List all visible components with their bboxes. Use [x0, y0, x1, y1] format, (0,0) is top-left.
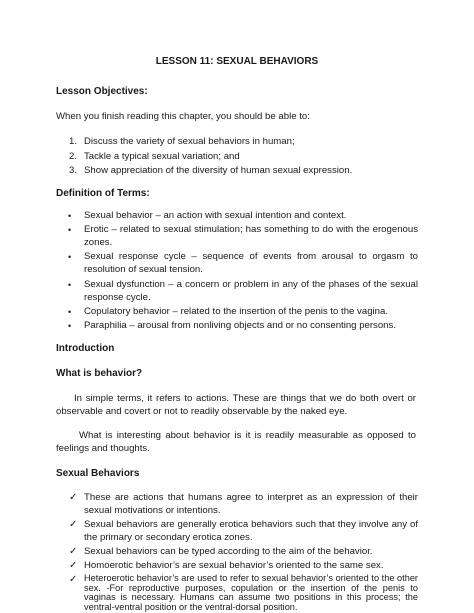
- behavior-text: Sexual behaviors are generally erotica behaviors such that they involve any of the primary or secondary erotica zones.: [84, 519, 418, 543]
- bullet-icon: •: [68, 280, 72, 290]
- definitions-heading: Definition of Terms:: [56, 188, 150, 199]
- definition-text: Erotic – related to sexual stimulation; has something to do with the erogenous zones.: [84, 224, 418, 248]
- objective-number: 1.: [69, 136, 78, 147]
- objective-number: 2.: [69, 151, 78, 162]
- sexual-behaviors-heading: Sexual Behaviors: [56, 468, 140, 479]
- behavior-text: These are actions that humans agree to interpret as an expression of their sexual motivations or intentions.: [84, 492, 418, 516]
- objectives-heading: Lesson Objectives:: [56, 86, 148, 97]
- bullet-icon: •: [68, 321, 72, 331]
- bullet-icon: •: [68, 307, 72, 317]
- lesson-title: LESSON 11: SEXUAL BEHAVIORS: [155, 56, 319, 67]
- checkmark-icon: ✓: [69, 546, 78, 557]
- definition-text: Sexual dysfunction – a concern or problem in any of the phases of the sexual response cycle.: [84, 279, 418, 303]
- definition-text: Sexual response cycle – sequence of events from arousal to orgasm to resolution of sexual tension.: [84, 251, 418, 275]
- bullet-icon: •: [68, 252, 72, 262]
- objective-number: 3.: [69, 165, 78, 176]
- objective-text: Tackle a typical sexual variation; and: [84, 151, 240, 162]
- behavior-paragraph-2: What is interesting about behavior is it is readily measurable as opposed to feelings and thoughts.: [56, 430, 416, 454]
- bullet-icon: •: [68, 225, 72, 235]
- behavior-text: Heteroerotic behavior’s are used to refer to sexual behavior’s oriented to the other sex. -For reproductive purposes, copulation or the insertion of the penis to vaginas is necessary. Humans can assume two positions in this process; the ventral-ventral position or the ventral-dorsal position.: [84, 573, 418, 612]
- behavior-text: Sexual behaviors can be typed according to the aim of the behavior.: [84, 546, 373, 557]
- objective-text: Show appreciation of the diversity of human sexual expression.: [84, 165, 353, 176]
- checkmark-icon: ✓: [69, 519, 78, 530]
- behavior-text: Homoerotic behavior’s are sexual behavior’s oriented to the same sex.: [84, 560, 384, 571]
- definition-text: Paraphilia – arousal from nonliving objects and or no consenting persons.: [84, 320, 396, 331]
- definition-text: Copulatory behavior – related to the insertion of the penis to the vagina.: [84, 306, 388, 317]
- objectives-intro: When you finish reading this chapter, you should be able to:: [56, 111, 310, 122]
- introduction-heading: Introduction: [56, 343, 115, 354]
- what-is-behavior-heading: What is behavior?: [56, 368, 143, 379]
- bullet-icon: •: [68, 211, 72, 221]
- definition-text: Sexual behavior – an action with sexual intention and context.: [84, 210, 347, 221]
- checkmark-icon: ✓: [69, 574, 78, 585]
- checkmark-icon: ✓: [69, 560, 78, 571]
- behavior-paragraph-1: In simple terms, it refers to actions. These are things that we do both overt or observable and covert or not to readily observable by the naked eye.: [56, 393, 416, 417]
- checkmark-icon: ✓: [69, 492, 78, 503]
- objective-text: Discuss the variety of sexual behaviors in human;: [84, 136, 295, 147]
